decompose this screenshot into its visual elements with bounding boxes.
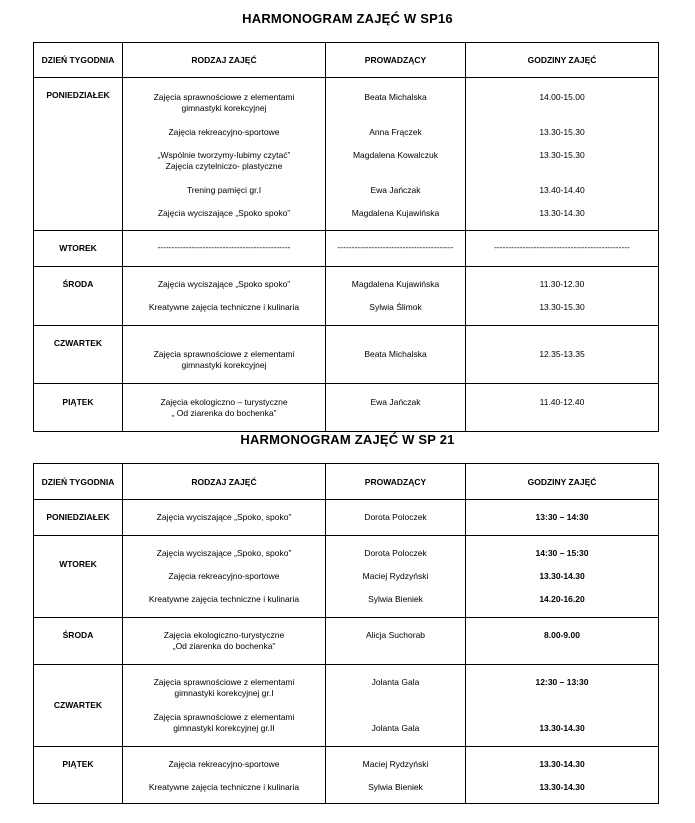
empty-dash-line: ----------------------------------------- [337, 242, 454, 252]
hours-value: 13:30 – 14:30 [535, 512, 589, 522]
hours-cell [466, 747, 659, 804]
teacher-cell [326, 267, 466, 326]
type-cell [123, 536, 326, 618]
teacher-cell [326, 665, 466, 747]
table-row [34, 78, 659, 231]
type-cell [123, 747, 326, 804]
schedule-table-sp16 [33, 42, 659, 432]
day-label: WTOREK [59, 243, 97, 253]
schedule-table-sp21 [33, 463, 659, 804]
hours-value: 14.20-16.20 [539, 594, 585, 604]
day-label: CZWARTEK [53, 700, 103, 710]
activity-text: „Od ziarenka do bochenka” [172, 641, 276, 651]
day-label: PONIEDZIAŁEK [46, 512, 110, 522]
title-sp21: HARMONOGRAM ZAJĘĆ W SP 21 [240, 432, 455, 447]
hours-value: 8.00-9.00 [544, 630, 580, 640]
empty-dash-line: ------------------------------------------------ [494, 242, 630, 252]
type-cell [123, 78, 326, 231]
teacher-name: Alicja Suchorab [365, 630, 426, 640]
hours-value: 11.30-12.30 [539, 279, 585, 289]
type-cell [123, 267, 326, 326]
activity-text: Zajęcia czytelniczo- plastyczne [165, 161, 283, 171]
activity-text: Zajęcia wyciszające „Spoko spoko” [157, 279, 291, 289]
hours-cell [466, 618, 659, 665]
table-row [34, 231, 659, 267]
title-sp16: HARMONOGRAM ZAJĘĆ W SP16 [242, 11, 453, 26]
header-teacher: PROWADZĄCY [326, 464, 466, 500]
teacher-name: Sylwia Ślimok [369, 302, 422, 312]
activity-text: Zajęcia wyciszające „Spoko, spoko” [156, 548, 292, 558]
hours-value: 11.40-12.40 [539, 397, 585, 407]
teacher-name: Dorota Poloczek [364, 512, 427, 522]
header-day: DZIEŃ TYGODNIA [34, 43, 123, 78]
table-row [34, 500, 659, 536]
hours-cell [466, 78, 659, 231]
teacher-cell [326, 747, 466, 804]
day-cell [34, 384, 123, 432]
table-row [34, 618, 659, 665]
teacher-name: Magdalena Kowalczuk [352, 150, 439, 160]
teacher-name: Sylwia Bieniek [368, 594, 423, 604]
teacher-name: Beata Michalska [364, 92, 427, 102]
hours-value: 12.35-13.35 [539, 349, 585, 359]
day-label: WTOREK [59, 559, 97, 569]
hours-cell [466, 231, 659, 267]
activity-text: Trening pamięci gr.I [186, 185, 262, 195]
activity-text: „ Od ziarenka do bochenka” [171, 408, 277, 418]
day-label: PONIEDZIAŁEK [46, 90, 110, 100]
activity-text: Zajęcia wyciszające „Spoko, spoko” [156, 512, 292, 522]
hours-cell [466, 500, 659, 536]
hours-value: 13.30-15.30 [539, 150, 585, 160]
teacher-name: Beata Michalska [364, 349, 427, 359]
day-label: PIĄTEK [62, 397, 94, 407]
hours-cell [466, 665, 659, 747]
hours-value: 14.00-15.00 [539, 92, 585, 102]
teacher-name: Sylwia Bieniek [368, 782, 423, 792]
activity-text: Zajęcia ekologiczno – turystyczne [160, 397, 288, 407]
activity-text: gimnastyki korekcyjnej gr.II [173, 723, 275, 733]
activity-text: „Wspólnie tworzymy-lubimy czytać” [157, 150, 291, 160]
teacher-cell [326, 326, 466, 384]
hours-value: 13.30-14.30 [539, 723, 585, 733]
activity-text: Zajęcia sprawnościowe z elementami [153, 677, 295, 687]
table-row [34, 536, 659, 618]
header-teacher: PROWADZĄCY [326, 43, 466, 78]
activity-text: gimnastyki korekcyjnej [181, 103, 267, 113]
activity-text: gimnastyki korekcyjnej gr.I [174, 688, 274, 698]
activity-text: gimnastyki korekcyjnej [181, 360, 267, 370]
hours-value: 13.30-14.30 [539, 208, 585, 218]
day-cell [34, 618, 123, 665]
header-type: RODZAJ ZAJĘĆ [123, 464, 326, 500]
activity-text: Zajęcia ekologiczno-turystyczne [163, 630, 285, 640]
day-cell [34, 231, 123, 267]
hours-value: 12:30 – 13:30 [535, 677, 589, 687]
hours-value: 14:30 – 15:30 [535, 548, 589, 558]
teacher-name: Magdalena Kujawińska [351, 208, 440, 218]
teacher-name: Ewa Jańczak [370, 397, 421, 407]
activity-text: Kreatywne zajęcia techniczne i kulinaria [148, 594, 300, 604]
header-hours: GODZINY ZAJĘĆ [466, 43, 659, 78]
teacher-cell [326, 536, 466, 618]
teacher-name: Jolanta Gala [371, 677, 420, 687]
table-header-row [34, 464, 659, 500]
teacher-name: Jolanta Gala [371, 723, 420, 733]
teacher-cell [326, 618, 466, 665]
day-label: CZWARTEK [53, 338, 103, 348]
activity-text: Zajęcia wyciszające „Spoko spoko” [157, 208, 291, 218]
day-cell [34, 747, 123, 804]
teacher-name: Ewa Jańczak [370, 185, 421, 195]
table-row [34, 384, 659, 432]
activity-text: Kreatywne zajęcia techniczne i kulinaria [148, 782, 300, 792]
header-type: RODZAJ ZAJĘĆ [123, 43, 326, 78]
hours-value: 13.30-14.30 [539, 759, 585, 769]
day-label: ŚRODA [62, 279, 94, 289]
hours-cell [466, 536, 659, 618]
hours-value: 13.30-15.30 [539, 127, 585, 137]
teacher-name: Dorota Poloczek [364, 548, 427, 558]
type-cell [123, 384, 326, 432]
table-row [34, 665, 659, 747]
teacher-cell [326, 500, 466, 536]
empty-dash-line: ----------------------------------------------- [157, 242, 291, 252]
type-cell [123, 326, 326, 384]
activity-text: Kreatywne zajęcia techniczne i kulinaria [148, 302, 300, 312]
day-label: ŚRODA [62, 630, 94, 640]
day-cell [34, 267, 123, 326]
day-cell [34, 78, 123, 231]
table-row [34, 326, 659, 384]
activity-text: Zajęcia sprawnościowe z elementami [153, 712, 295, 722]
teacher-name: Maciej Rydzyński [362, 759, 429, 769]
teacher-name: Magdalena Kujawińska [351, 279, 440, 289]
hours-value: 13.30-14.30 [539, 571, 585, 581]
table-row [34, 747, 659, 804]
type-cell [123, 665, 326, 747]
table-row [34, 267, 659, 326]
day-cell [34, 500, 123, 536]
table-header-row [34, 43, 659, 78]
activity-text: Zajęcia sprawnościowe z elementami [153, 92, 295, 102]
hours-cell [466, 267, 659, 326]
header-day: DZIEŃ TYGODNIA [34, 464, 123, 500]
teacher-cell [326, 384, 466, 432]
header-hours: GODZINY ZAJĘĆ [466, 464, 659, 500]
hours-cell [466, 384, 659, 432]
hours-value: 13.30-14.30 [539, 782, 585, 792]
activity-text: Zajęcia rekreacyjno-sportowe [168, 571, 280, 581]
day-cell [34, 665, 123, 747]
day-label: PIĄTEK [62, 759, 94, 769]
hours-value: 13.40-14.40 [539, 185, 585, 195]
activity-text: Zajęcia rekreacyjno-sportowe [168, 759, 280, 769]
activity-text: Zajęcia rekreacyjno-sportowe [168, 127, 280, 137]
type-cell [123, 500, 326, 536]
teacher-name: Anna Frączek [369, 127, 422, 137]
type-cell [123, 618, 326, 665]
type-cell [123, 231, 326, 267]
day-cell [34, 326, 123, 384]
teacher-name: Maciej Rydzyński [362, 571, 429, 581]
activity-text: Zajęcia sprawnościowe z elementami [153, 349, 295, 359]
day-cell [34, 536, 123, 618]
hours-cell [466, 326, 659, 384]
teacher-cell [326, 78, 466, 231]
teacher-cell [326, 231, 466, 267]
hours-value: 13.30-15.30 [539, 302, 585, 312]
